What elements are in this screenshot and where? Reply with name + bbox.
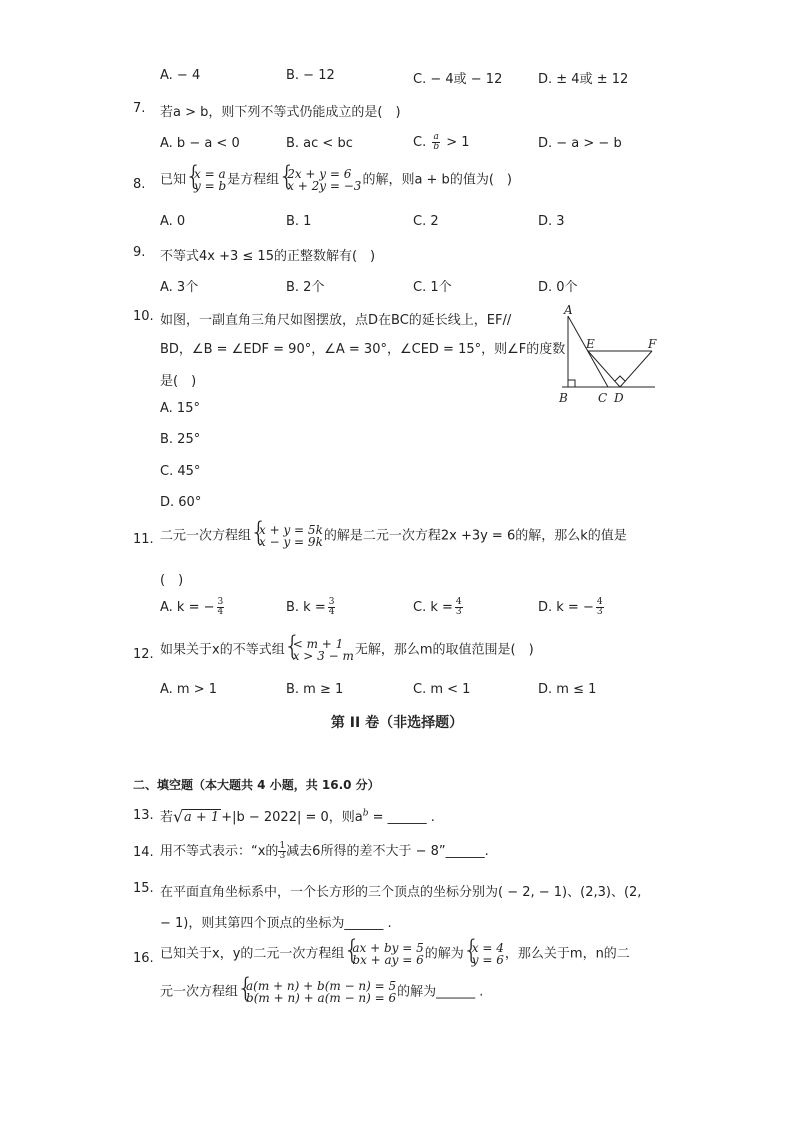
question-text-line2: − 1)，则其第四个顶点的坐标为______ . [160, 916, 392, 931]
segment-ed [588, 351, 620, 387]
question-number: 16. [133, 951, 154, 966]
choice-d: D. 0个 [538, 280, 578, 295]
question-text-line2: 元一次方程组 { a(m + n) + b(m − n) = 5 b(m + n) + a(m − n) = 6 的解为______ . [160, 980, 483, 1004]
choice-c [413, 133, 470, 152]
question-text-line1: 已知关于x，y的二元一次方程组 { ax + by = 5 bx + ay = 6 的解为 { x = 4 y = 6 ，那么关于m，n的二 [160, 942, 630, 966]
choice-c-rest: > 1 [446, 135, 470, 150]
choice-c: C. 1个 [413, 280, 452, 295]
label-d: D [614, 391, 624, 405]
question-text [160, 168, 512, 192]
question-number: 10. [133, 309, 154, 324]
choice-b: B. 1 [286, 214, 312, 229]
segment-fd [620, 351, 652, 387]
label-b: B [559, 391, 568, 405]
choice-d: D. ± 4或 ± 12 [538, 72, 629, 87]
question-number: 8. [133, 177, 146, 192]
section-title: 第 II 卷（非选择题） [330, 715, 464, 731]
choice-a: A. b − a < 0 [160, 136, 240, 151]
choice-d: D. 3 [538, 214, 565, 229]
question-text: 若a > b，则下列不等式仍能成立的是( ) [160, 105, 401, 120]
choice-b: B. 2个 [286, 280, 325, 295]
choice-b: B. k = $\frac{3}{4}$ [286, 597, 335, 617]
text-post: 的解是二元一次方程2x +3y = 6的解，那么k的值是 [323, 528, 627, 544]
text-pre: 二元一次方程组 [160, 528, 252, 544]
choice-c: C. m < 1 [413, 682, 471, 697]
question-number: 9. [133, 245, 146, 260]
question-text-line1: 在平面直角坐标系中，一个长方形的三个顶点的坐标分别为( − 2, − 1)、(2,3)、(2, [160, 885, 642, 900]
question-text [160, 524, 627, 548]
equation-system: { x = a y = b [187, 168, 226, 192]
triangle-figure [555, 302, 665, 406]
text-post: 无解，那么m的取值范围是( ) [354, 642, 534, 658]
question-number: 12. [133, 647, 154, 662]
question-text: 不等式4x +3 ≤ 15的正整数解有( ) [160, 249, 376, 264]
text-pre: 如果关于x的不等式组 [160, 642, 285, 658]
question-text: 若 √ a + 1 +|b − 2022| = 0，则$a^b$ = ______ . [160, 807, 435, 826]
choice-b: B. m ≥ 1 [286, 682, 344, 697]
choice-c: C. 45° [160, 464, 201, 479]
question-text-line2: ( ) [160, 573, 184, 588]
question-number: 7. [133, 101, 146, 116]
label-f: F [648, 337, 657, 351]
right-angle-mark-d [615, 376, 625, 381]
choice-c-label: C. [413, 135, 427, 150]
choice-d: D. 60° [160, 495, 202, 510]
question-number: 15. [133, 881, 154, 896]
label-e: E [586, 337, 595, 351]
label-a: A [564, 303, 573, 317]
choice-a: A. − 4 [160, 68, 201, 83]
text-post: 的解，则a + b的值为( ) [362, 172, 512, 188]
choice-a: A. 3个 [160, 280, 199, 295]
question-text [160, 638, 534, 662]
equation-system: { 2x + y = 6 x + 2y = −3 [280, 168, 361, 192]
question-number: 13. [133, 808, 154, 823]
choice-a: A. k = − $\frac{3}{4}$ [160, 597, 224, 617]
choice-b: B. − 12 [286, 68, 335, 83]
question-text: 用不等式表示：“x的 $\frac{1}{3}$ 减去6所得的差不大于 − 8”______. [160, 841, 489, 861]
choice-d: D. m ≤ 1 [538, 682, 597, 697]
label-c: C [598, 391, 608, 405]
text-mid: 是方程组 [227, 172, 280, 188]
sqrt-expression: √ a + 1 [173, 807, 220, 826]
choice-c: C. − 4或 − 12 [413, 72, 503, 87]
choice-d: D. k = − $\frac{4}{3}$ [538, 597, 603, 617]
question-text-line2: BD，∠B = ∠EDF = 90°，∠A = 30°，∠CED = 15°，则∠F的度数 [160, 342, 566, 357]
question-text-line3: 是( ) [160, 374, 197, 389]
question-number: 14. [133, 845, 154, 860]
choice-c: C. 2 [413, 214, 439, 229]
choice-a: A. 15° [160, 401, 200, 416]
choice-c: C. k = $\frac{4}{3}$ [413, 597, 462, 617]
fraction: $\frac{a}{b}$ [433, 132, 440, 152]
text-pre: 已知 [160, 172, 187, 188]
question-text-line1: 如图，一副直角三角尺如图摆放，点D在BC的延长线上，EF// [160, 313, 512, 328]
right-angle-mark [568, 380, 575, 387]
choice-b: B. 25° [160, 432, 201, 447]
equation-system: { x + y = 5k x − y = 9k [252, 524, 323, 548]
choice-a: A. m > 1 [160, 682, 218, 697]
part-title: 二、填空题（本大题共 4 小题，共 16.0 分） [133, 778, 380, 792]
inequality-system: { < m + 1 x > 3 − m [286, 638, 354, 662]
choice-a: A. 0 [160, 214, 186, 229]
choice-d: D. − a > − b [538, 136, 622, 151]
question-number: 11. [133, 532, 154, 547]
choice-b: B. ac < bc [286, 136, 353, 151]
